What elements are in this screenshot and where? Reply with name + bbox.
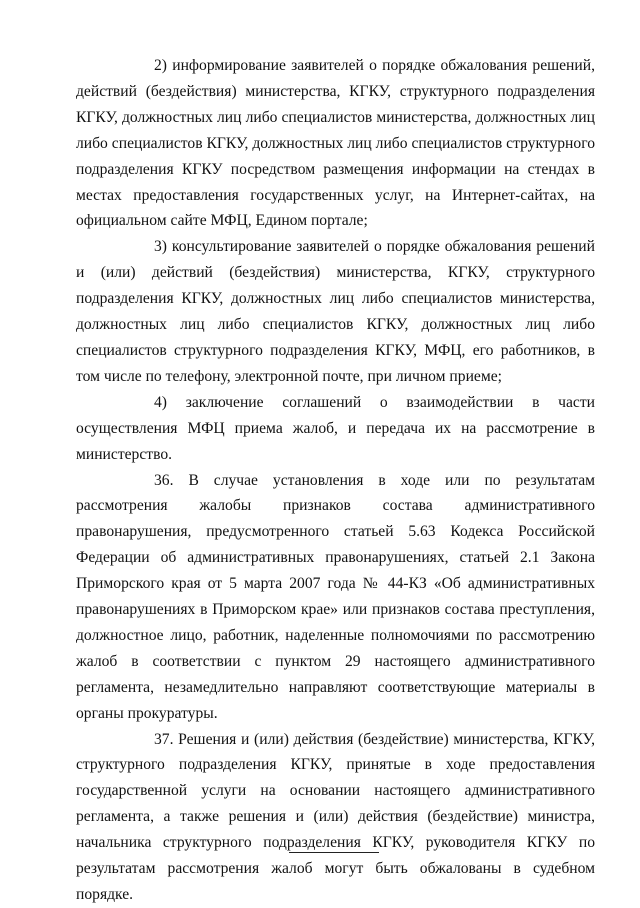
paragraph-number: 2): [154, 57, 167, 74]
paragraph-item-4: [76, 390, 595, 468]
paragraph-item-3: [76, 234, 595, 389]
paragraph-number: 4): [154, 393, 167, 411]
paragraph-text: информирование заявителей о порядке обжалования решений, действий (бездействия) министерства, КГКУ, структурного подразделения КГКУ, должностных лиц либо специалистов министерства, должностных лиц либо специалистов КГКУ, должностных лиц либо специалистов структурного подразделения КГКУ посредством размещения информации на стендах в местах предоставления государственных услуг, на Интернет-сайтах, на официальном сайте МФЦ, Едином портале;: [76, 57, 595, 230]
paragraph-number: 37.: [154, 730, 174, 748]
paragraph-clause-36: [76, 468, 595, 727]
end-divider-line: [289, 852, 379, 853]
paragraph-text: консультирование заявителей о порядке обжалования решений и (или) действий (бездействия) министерства, КГКУ, структурного подразделения КГКУ, должностных лиц либо специалистов министерства, должностных лиц либо специалистов КГКУ, должностных лиц либо специалистов структурного подразделения КГКУ, МФЦ, его работников, в том числе по телефону, электронной почте, при личном приеме;: [76, 238, 595, 385]
paragraph-text: В случае установления в ходе или по результатам рассмотрения жалобы признаков состава административного правонарушения, предусмотренного статьей 5.63 Кодекса Российской Федерации об административных правонарушениях, статьей 2.1 Закона Приморского края от 5 марта 2007 года № 44-КЗ «Об административных правонарушениях в Приморском крае» или признаков состава преступления, должностное лицо, работник, наделенные полномочиями по рассмотрению жалоб в соответствии с пунктом 29 настоящего административного регламента, незамедлительно направляют соответствующие материалы в органы прокуратуры.: [76, 471, 596, 722]
paragraph-text: Решения и (или) действия (бездействие) министерства, КГКУ, структурного подразделения КГКУ, принятые в ходе предоставления государственной услуги на основании настоящего административного регламента, а также решения и (или) действия (бездействие) министра, начальника структурного подразделения КГКУ, руководителя КГКУ по результатам рассмотрения жалоб могут быть обжалованы в судебном порядке.: [76, 730, 595, 903]
paragraph-text: заключение соглашений о взаимодействии в части осуществления МФЦ приема жалоб, и передача их на рассмотрение в министерство.: [76, 393, 595, 463]
paragraph-clause-37: [76, 727, 595, 908]
document-body: [76, 53, 595, 908]
paragraph-number: 36.: [154, 471, 174, 489]
paragraph-item-2: [76, 53, 595, 234]
paragraph-number: 3): [154, 238, 167, 256]
